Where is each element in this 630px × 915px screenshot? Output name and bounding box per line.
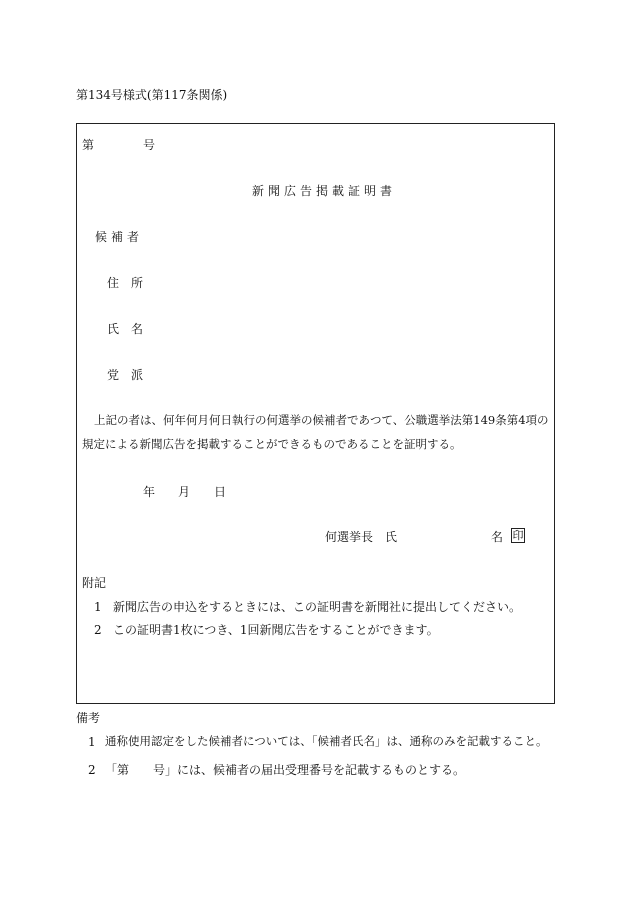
- address-label: 住 所: [107, 276, 144, 290]
- notes-heading: 附記: [82, 576, 107, 590]
- note-text: 新聞広告の申込をするときには、この証明書を新聞社に提出してください。: [113, 600, 522, 614]
- note-text: この証明書1枚につき、1回新聞広告をすることができます。: [113, 623, 439, 637]
- party-label: 党 派: [107, 368, 144, 382]
- seal-mark: 印: [512, 529, 524, 542]
- certificate-title: 新聞広告掲載証明書: [252, 184, 397, 198]
- note-number: 1: [94, 600, 102, 614]
- remark-text: 「第 号」には、候補者の届出受理番号を記載するものとする。: [105, 763, 466, 777]
- number-suffix: 号: [143, 138, 156, 152]
- note-number: 2: [94, 623, 102, 637]
- signature-name-suffix: 名: [491, 530, 504, 544]
- remark-number: 2: [88, 763, 96, 777]
- number-prefix: 第: [82, 138, 95, 152]
- form-reference: 第134号様式(第117条関係): [76, 88, 228, 102]
- remark-number: 1: [88, 735, 96, 749]
- name-label: 氏 名: [107, 322, 144, 336]
- date-year: 年: [143, 485, 156, 499]
- remark-text: 通称使用認定をした候補者については、「候補者氏名」は、通称のみを記載すること。: [105, 734, 548, 748]
- election-official: 何選挙長 氏: [325, 530, 398, 544]
- certificate-body-line1: 上記の者は、何年何月何日執行の何選挙の候補者であつて、公職選挙法第149条第4項の: [94, 413, 549, 427]
- date-month: 月: [178, 485, 191, 499]
- certificate-body-line2: 規定による新聞広告を掲載することができるものであることを証明する。: [82, 437, 462, 451]
- candidate-heading: 候補者: [95, 230, 144, 244]
- date-day: 日: [214, 485, 227, 499]
- remarks-heading: 備考: [76, 711, 101, 725]
